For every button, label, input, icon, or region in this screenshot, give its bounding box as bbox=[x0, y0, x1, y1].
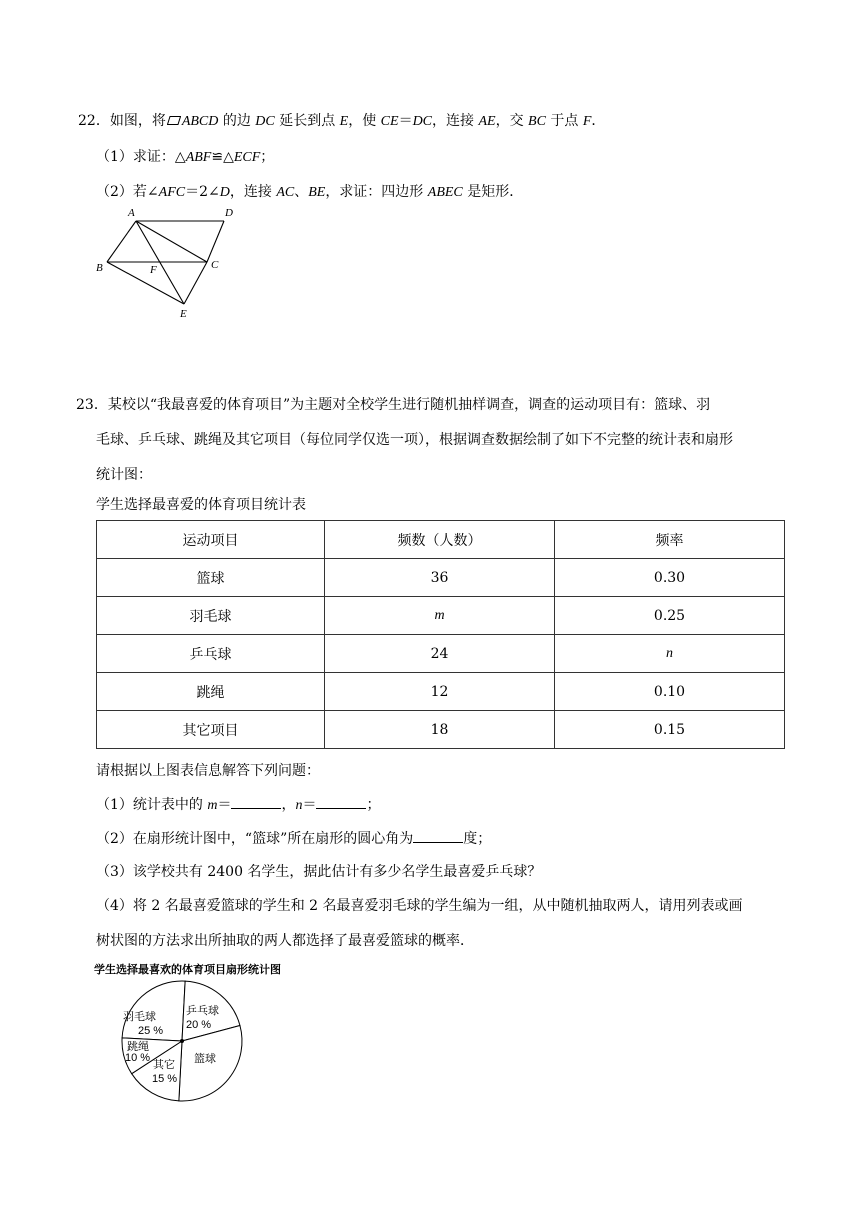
table-cell: m bbox=[325, 597, 555, 635]
table-cell: 篮球 bbox=[97, 559, 325, 597]
table-header: 频数（人数） bbox=[325, 521, 555, 559]
pie-label-pingpong: 乒乓球 bbox=[186, 1005, 219, 1017]
table-cell: 乒乓球 bbox=[97, 635, 325, 673]
answer-blank-n[interactable] bbox=[316, 796, 366, 809]
table-cell: 24 bbox=[325, 635, 555, 673]
table-row bbox=[97, 711, 785, 749]
q23-line-1: 23．某校以“我最喜爱的体育项目”为主题对全校学生进行随机抽样调查，调查的运动项目有：篮球、羽 bbox=[76, 397, 711, 413]
label-e: E bbox=[180, 308, 187, 320]
pie-pct-jumprope: 10 % bbox=[125, 1052, 151, 1064]
answer-blank-angle[interactable] bbox=[413, 830, 463, 843]
stats-table bbox=[96, 520, 785, 749]
table-row bbox=[97, 559, 785, 597]
pie-label-jumprope: 跳绳 bbox=[127, 1041, 149, 1053]
geometry-figure bbox=[90, 202, 250, 322]
answer-blank-m[interactable] bbox=[231, 796, 281, 809]
table-row bbox=[97, 673, 785, 711]
table-cell: 0.10 bbox=[555, 673, 785, 711]
segment-dc bbox=[207, 221, 224, 262]
q23-part-4-line-1: （4）将 2 名最喜爱篮球的学生和 2 名最喜爱羽毛球的学生编为一组，从中随机抽取两人，请用列表或画 bbox=[96, 898, 743, 914]
pie-center-dot bbox=[180, 1039, 184, 1043]
pie-chart bbox=[90, 958, 350, 1108]
q23-part-2: （2）在扇形统计图中，“篮球”所在扇形的圆心角为 度； bbox=[96, 831, 492, 847]
label-c: C bbox=[211, 259, 219, 271]
pie-pct-other: 15 % bbox=[152, 1073, 178, 1085]
pie-pct-pingpong: 20 % bbox=[186, 1019, 212, 1031]
label-b: B bbox=[96, 262, 103, 274]
label-a: A bbox=[128, 207, 135, 219]
pie-pct-badminton: 25 % bbox=[138, 1025, 164, 1037]
table-cell: 36 bbox=[325, 559, 555, 597]
table-row bbox=[97, 597, 785, 635]
q23-part-3: （3）该学校共有 2400 名学生，据此估计有多少名学生最喜爱乒乓球？ bbox=[96, 864, 542, 880]
segment-ce bbox=[184, 262, 207, 304]
table-title: 学生选择最喜爱的体育项目统计表 bbox=[96, 497, 306, 513]
table-cell: 12 bbox=[325, 673, 555, 711]
pie-title: 学生选择最喜欢的体育项目扇形统计图 bbox=[94, 964, 281, 976]
table-header: 运动项目 bbox=[97, 521, 325, 559]
q23-part-1: （1）统计表中的 m＝ ，n＝ ； bbox=[96, 797, 381, 813]
q23-prompt: 请根据以上图表信息解答下列问题： bbox=[96, 763, 320, 779]
table-cell: 0.25 bbox=[555, 597, 785, 635]
table-cell: 羽毛球 bbox=[97, 597, 325, 635]
q23-line-2: 毛球、乒乓球、跳绳及其它项目（每位同学仅选一项），根据调查数据绘制了如下不完整的统计表和扇形 bbox=[96, 432, 733, 448]
parallelogram-icon bbox=[167, 112, 181, 121]
label-f: F bbox=[150, 264, 157, 276]
q22-part-1: （1）求证：△ABF≌△ECF； bbox=[96, 149, 275, 165]
table-cell: 18 bbox=[325, 711, 555, 749]
table-header: 频率 bbox=[555, 521, 785, 559]
table-cell: 0.30 bbox=[555, 559, 785, 597]
table-cell: 跳绳 bbox=[97, 673, 325, 711]
table-row bbox=[97, 635, 785, 673]
table-header-row bbox=[97, 521, 785, 559]
label-d: D bbox=[225, 207, 233, 219]
pie-label-badminton: 羽毛球 bbox=[123, 1011, 156, 1023]
pie-label-other: 其它 bbox=[153, 1059, 175, 1071]
q23-part-4-line-2: 树状图的方法求出所抽取的两人都选择了最喜爱篮球的概率． bbox=[96, 933, 474, 949]
segment-ac bbox=[136, 221, 207, 262]
q23-line-3: 统计图： bbox=[96, 467, 152, 483]
table-cell: 其它项目 bbox=[97, 711, 325, 749]
pie-label-basketball: 篮球 bbox=[194, 1053, 216, 1065]
segment-ab bbox=[107, 221, 136, 262]
table-cell: n bbox=[555, 635, 785, 673]
q22-line-1: 22．如图，将 ABCD 的边 DC 延长到点 E，使 CE＝DC，连接 AE，交 BC 于点 F． bbox=[78, 113, 606, 129]
q22-part-2: （2）若∠AFC＝2∠D，连接 AC、BE，求证：四边形 ABEC 是矩形． bbox=[96, 184, 524, 200]
table-cell: 0.15 bbox=[555, 711, 785, 749]
